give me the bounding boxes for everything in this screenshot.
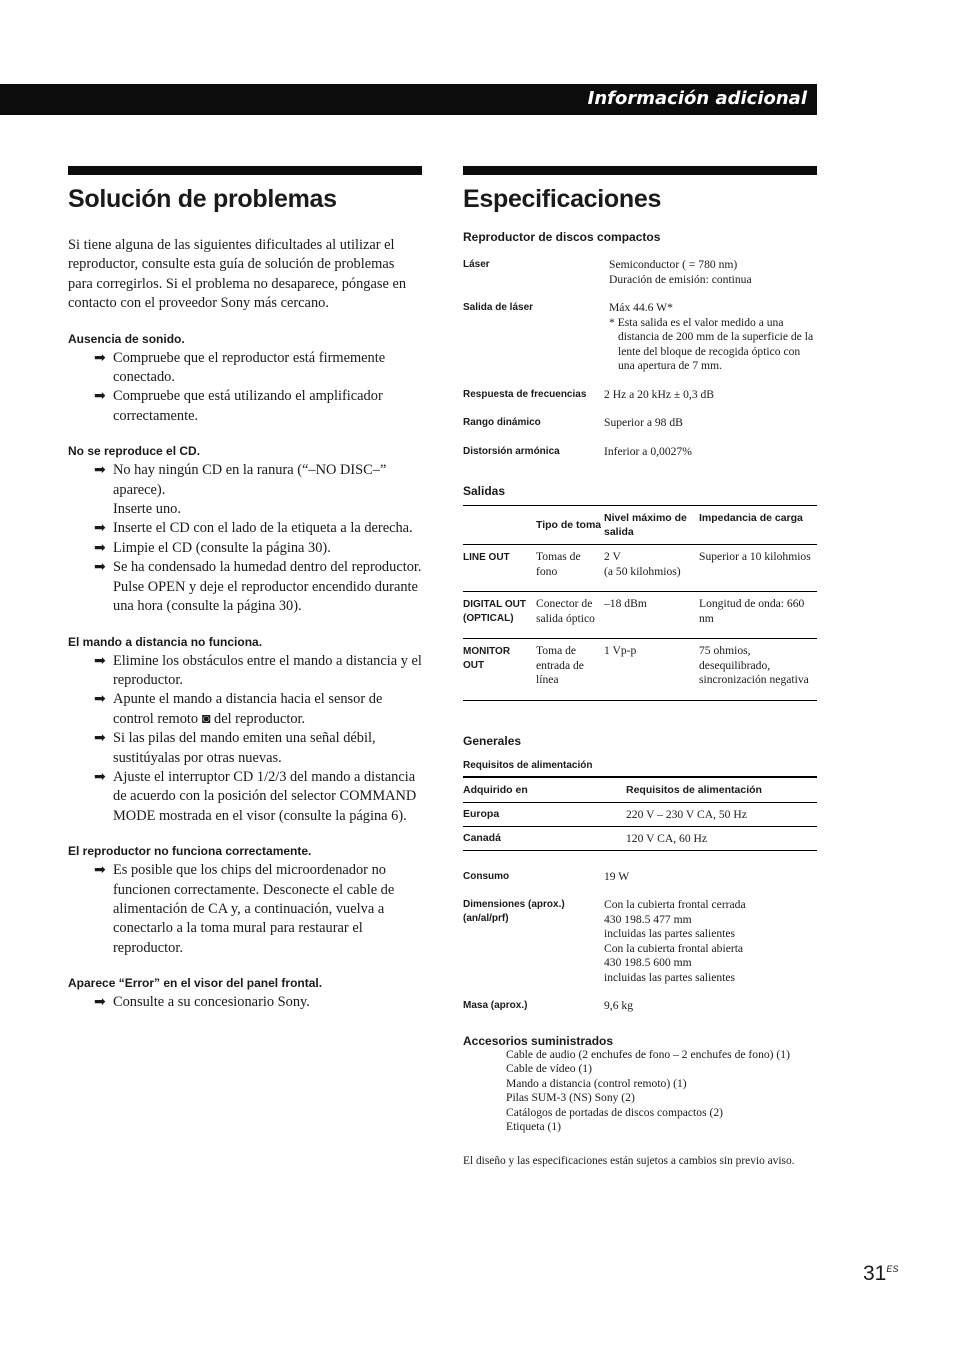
arrow-icon: ➡ bbox=[94, 463, 106, 479]
solution-text: Inserte el CD con el lado de la etiqueta a la derecha. bbox=[113, 520, 413, 537]
troubleshooting-column bbox=[68, 166, 422, 1013]
spec-harmonic-distortion bbox=[463, 445, 817, 460]
output-name: DIGITAL OUT (OPTICAL) bbox=[463, 599, 526, 624]
arrow-icon: ➡ bbox=[94, 653, 106, 669]
table-header-cell: Tipo de toma bbox=[536, 519, 602, 531]
section-banner bbox=[0, 84, 817, 115]
output-type: Tomas de fono bbox=[536, 550, 581, 578]
accessory-item: Mando a distancia (control remoto) (1) bbox=[506, 1076, 687, 1090]
heading-rule bbox=[463, 166, 817, 175]
outputs-table-body bbox=[463, 545, 817, 701]
solution-text: Limpie el CD (consulte la página 30). bbox=[113, 539, 331, 556]
spec-value: 19 W bbox=[604, 869, 630, 883]
table-header-cell: Nivel máximo de salida bbox=[604, 512, 687, 538]
footer-note: El diseño y las especificaciones están sujetos a cambios sin previo aviso. bbox=[463, 1154, 795, 1167]
output-level: 1 Vp-p bbox=[604, 644, 637, 657]
solution-text: Compruebe que está utilizando el amplificador correctamente. bbox=[113, 388, 383, 424]
table-header-cell: Requisitos de alimentación bbox=[626, 783, 762, 796]
output-level: –18 dBm bbox=[604, 597, 647, 610]
output-impedance: Longitud de onda: 660 nm bbox=[699, 597, 805, 625]
troubleshooting-intro: Si tiene alguna de las siguientes dificultades al utilizar el reproductor, consulte esta guía de solución de problemas para corregirlos. Si el problema no desaparece, póngase en contacto con el proveedor Sony más cercano. bbox=[68, 237, 407, 312]
spec-value: Con la cubierta frontal cerrada 430 198.5 477 mm incluidas las partes salientes Con la cubierta frontal abierta 430 198.5 600 mm incluidas las partes salientes bbox=[604, 898, 746, 984]
arrow-icon: ➡ bbox=[94, 692, 106, 708]
arrow-icon: ➡ bbox=[94, 995, 106, 1011]
spec-frequency-response bbox=[463, 388, 817, 403]
outputs-table bbox=[463, 505, 817, 701]
arrow-icon: ➡ bbox=[94, 560, 106, 576]
spec-label: Dimensiones (aprox.) (an/al/prf) bbox=[463, 899, 565, 924]
output-name: MONITOR OUT bbox=[463, 646, 511, 671]
spec-label: Rango dinámico bbox=[463, 417, 541, 428]
solution-item bbox=[68, 729, 422, 768]
accessory-item: Cable de audio (2 enchufes de fono – 2 enchufes de fono) (1) bbox=[506, 1047, 790, 1061]
table-row bbox=[463, 802, 817, 826]
spec-label: Láser bbox=[463, 259, 490, 270]
problem-item bbox=[68, 332, 422, 427]
table-header-cell bbox=[463, 506, 536, 545]
table-row bbox=[463, 826, 817, 850]
problem-list bbox=[68, 332, 422, 1013]
solution-item bbox=[68, 519, 422, 538]
power-region: Europa bbox=[463, 808, 500, 820]
power-requirement: 120 V CA, 60 Hz bbox=[626, 831, 708, 845]
problem-item bbox=[68, 444, 422, 616]
page-number-value: 31 bbox=[863, 1262, 887, 1285]
output-level: 2 V (a 50 kilohmios) bbox=[604, 550, 681, 578]
solution-item bbox=[68, 993, 422, 1012]
spec-value: Inferior a 0,0027% bbox=[604, 444, 692, 458]
power-table-body bbox=[463, 802, 817, 850]
accessory-item: Pilas SUM-3 (NS) Sony (2) bbox=[506, 1091, 635, 1104]
accessories-list bbox=[463, 1048, 817, 1135]
arrow-icon: ➡ bbox=[94, 350, 106, 366]
spec-value: Semiconductor ( = 780 nm) Duración de emisión: continua bbox=[609, 258, 752, 286]
accessory-item: Etiqueta (1) bbox=[506, 1120, 562, 1133]
solution-item bbox=[68, 539, 422, 558]
problem-item bbox=[68, 635, 422, 827]
spec-label: Consumo bbox=[463, 870, 510, 882]
outputs-section-title: Salidas bbox=[463, 484, 506, 498]
spec-value: Superior a 98 dB bbox=[604, 416, 683, 429]
spec-dynamic-range bbox=[463, 416, 817, 431]
spec-value: Máx 44.6 W* bbox=[609, 301, 673, 314]
problem-title: No se reproduce el CD. bbox=[68, 444, 201, 459]
arrow-icon: ➡ bbox=[94, 731, 106, 747]
solution-text: Apunte el mando a distancia hacia el sensor de control remoto ◙ del reproductor. bbox=[113, 691, 383, 727]
accessory-item: Catálogos de portadas de discos compactos (2) bbox=[506, 1105, 724, 1119]
solution-item bbox=[68, 349, 422, 388]
solution-item bbox=[68, 861, 422, 958]
specifications-heading: Especificaciones bbox=[463, 185, 662, 213]
problem-title: El reproductor no funciona correctamente. bbox=[68, 844, 312, 859]
troubleshooting-heading: Solución de problemas bbox=[68, 185, 337, 213]
output-impedance: Superior a 10 kilohmios bbox=[699, 550, 811, 563]
solution-item bbox=[68, 461, 422, 519]
spec-value: 9,6 kg bbox=[604, 999, 633, 1012]
solution-text: Es posible que los chips del microordenador no funcionen correctamente. Desconecte el cable de alimentación de CA y, a continuación, vuelva a conectarlo a la toma mural para restaurar el reproductor. bbox=[113, 862, 395, 956]
table-row bbox=[463, 592, 817, 639]
accessories-section-title: Accesorios suministrados bbox=[463, 1033, 614, 1048]
solution-text: Se ha condensado la humedad dentro del reproductor. Pulse OPEN y deje el reproductor encendido durante una hora (consulte la página 30). bbox=[113, 559, 422, 615]
output-name: LINE OUT bbox=[463, 552, 510, 563]
cd-player-section-title: Reproductor de discos compactos bbox=[463, 230, 661, 244]
problem-title: Aparece “Error” en el visor del panel frontal. bbox=[68, 976, 323, 991]
solution-text: Si las pilas del mando emiten una señal débil, sustitúyalas por otras nuevas. bbox=[113, 730, 376, 766]
spec-dimensions bbox=[463, 898, 817, 985]
section-title: Información adicional bbox=[587, 88, 807, 109]
output-type: Conector de salida óptico bbox=[536, 597, 595, 625]
spec-label: Salida de láser bbox=[463, 302, 534, 313]
spec-label: Distorsión armónica bbox=[463, 445, 560, 457]
problem-item bbox=[68, 976, 422, 1012]
solution-text: Elimine los obstáculos entre el mando a distancia y el reproductor. bbox=[113, 652, 422, 688]
spec-value: 2 Hz a 20 kHz ± 0,3 dB bbox=[604, 387, 715, 401]
power-table bbox=[463, 776, 817, 851]
solution-item bbox=[68, 558, 422, 616]
spec-footnote: * Esta salida es el valor medido a una distancia de 200 mm de la superficie de la lente del bloque de recogida óptico con una apertura de 7 mm. bbox=[609, 315, 814, 372]
arrow-icon: ➡ bbox=[94, 540, 106, 556]
spec-laser-output bbox=[463, 301, 817, 374]
arrow-icon: ➡ bbox=[94, 389, 106, 405]
spec-consumption bbox=[463, 870, 817, 885]
power-requirements-title: Requisitos de alimentación bbox=[463, 759, 593, 771]
spec-mass bbox=[463, 999, 817, 1014]
table-header-row bbox=[463, 777, 817, 803]
arrow-icon: ➡ bbox=[94, 863, 106, 879]
solution-item bbox=[68, 387, 422, 426]
general-section-title: Generales bbox=[463, 733, 522, 748]
spec-laser bbox=[463, 258, 817, 287]
table-row bbox=[463, 545, 817, 592]
heading-rule bbox=[68, 166, 422, 175]
accessory-item: Cable de vídeo (1) bbox=[506, 1062, 592, 1075]
table-header-cell: Impedancia de carga bbox=[699, 512, 803, 524]
arrow-icon: ➡ bbox=[94, 769, 106, 785]
problem-title: El mando a distancia no funciona. bbox=[68, 634, 263, 649]
spec-label: Masa (aprox.) bbox=[463, 1000, 528, 1011]
power-requirement: 220 V – 230 V CA, 50 Hz bbox=[626, 807, 747, 821]
power-region: Canadá bbox=[463, 832, 501, 844]
arrow-icon: ➡ bbox=[94, 521, 106, 537]
table-row bbox=[463, 639, 817, 701]
solution-item bbox=[68, 690, 422, 729]
page-number bbox=[863, 1262, 898, 1286]
solution-text: Consulte a su concesionario Sony. bbox=[113, 994, 310, 1011]
spec-label: Respuesta de frecuencias bbox=[463, 388, 587, 400]
problem-title: Ausencia de sonido. bbox=[68, 331, 185, 346]
output-type: Toma de entrada de línea bbox=[536, 644, 584, 686]
solution-text: No hay ningún CD en la ranura (“–NO DISC–” aparece). Inserte uno. bbox=[113, 462, 387, 518]
table-header-cell: Adquirido en bbox=[463, 783, 528, 796]
solution-text: Ajuste el interruptor CD 1/2/3 del mando a distancia de acuerdo con la posición del selector COMMAND MODE mostrada en el visor (consulte la página 6). bbox=[113, 768, 417, 824]
table-header-row bbox=[463, 506, 817, 545]
specifications-column bbox=[463, 166, 817, 1168]
solution-item bbox=[68, 768, 422, 826]
solution-text: Compruebe que el reproductor está firmemente conectado. bbox=[113, 349, 386, 386]
problem-item bbox=[68, 844, 422, 958]
solution-item bbox=[68, 652, 422, 691]
output-impedance: 75 ohmios, desequilibrado, sincronización negativa bbox=[699, 644, 809, 686]
page-language-code: ES bbox=[886, 1264, 899, 1274]
